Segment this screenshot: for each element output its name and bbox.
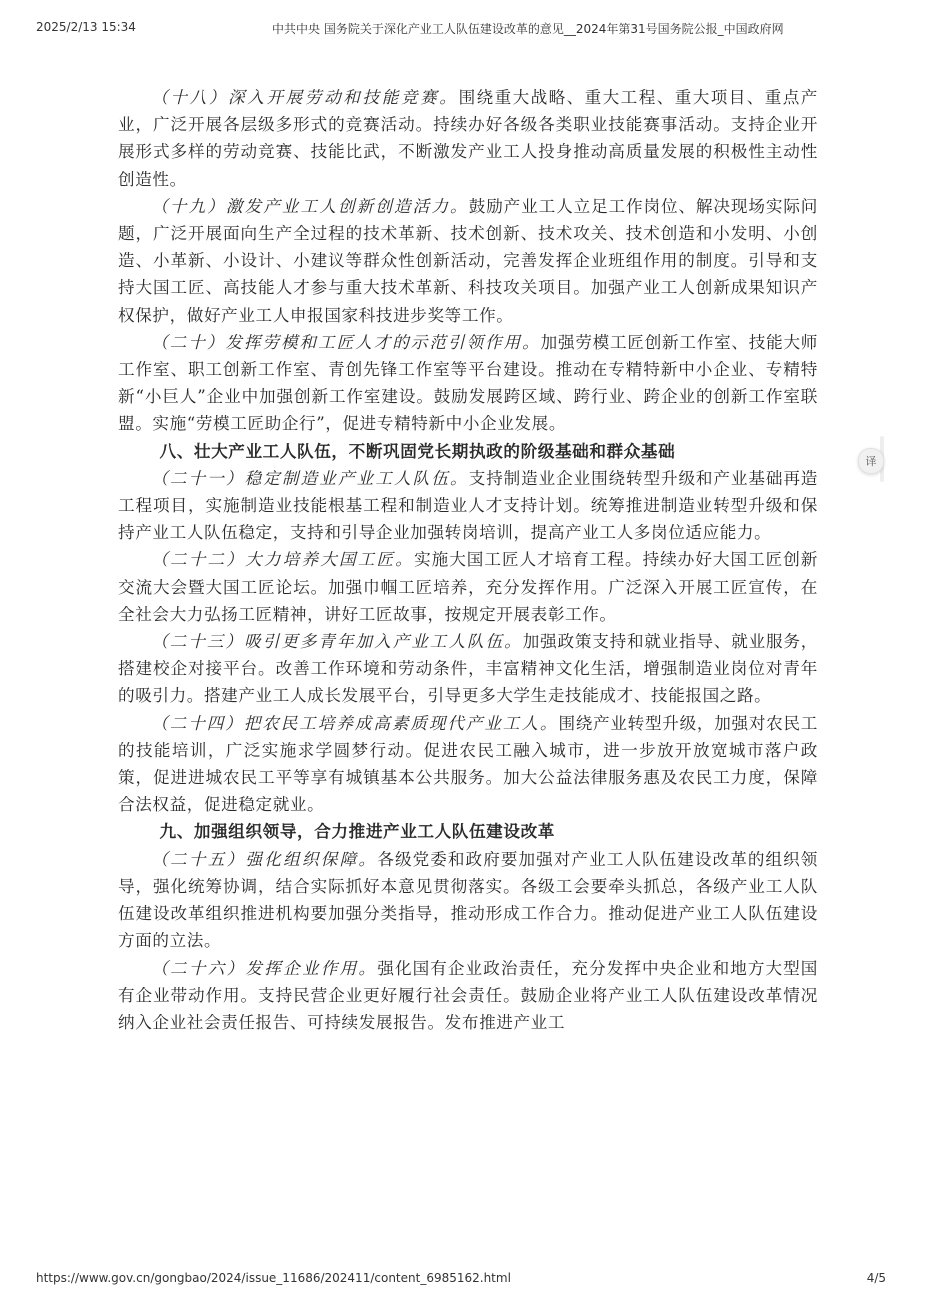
translate-icon: 译 [865,455,877,468]
paragraph-text: 各级党委和政府要加强对产业工人队伍建设改革的组织领导，强化统筹协调，结合实际抓好本意见贯彻落实。各级工会要牵头抓总，各级产业工人队伍建设改革组织推进机构要加强分类指导，推动形成工作合力。推动促进产业工人队伍建设方面的立法。 [118,849,818,951]
paragraph-text: 强化国有企业政治责任，充分发挥中央企业和地方大型国有企业带动作用。支持民营企业更好履行社会责任。鼓励企业将产业工人队伍建设改革情况纳入企业社会责任报告、可持续发展报告。发布推进产业工 [118,958,818,1032]
paragraph-text: 支持制造业企业围绕转型升级和产业基础再造工程项目，实施制造业技能根基工程和制造业人才支持计划。统筹推进制造业转型升级和保持产业工人队伍稳定，支持和引导企业加强转岗培训，提高产业工人多岗位适应能力。 [118,468,818,543]
paragraph-26 [118,955,818,1037]
section-heading-8: 八、壮大产业工人队伍，不断巩固党长期执政的阶级基础和群众基础 [159,440,676,461]
paragraph-text: 加强劳模工匠创新工作室、技能大师工作室、职工创新工作室、青创先锋工作室等平台建设。推动在专精特新中小企业、专精特新“小巨人”企业中加强创新工作室建设。鼓励发展跨区域、跨行业、跨企业的创新工作室联盟。实施“劳模工匠助企行”，促进专精特新中小企业发展。 [118,332,818,434]
paragraph-text: 加强政策支持和就业指导、就业服务，搭建校企对接平台。改善工作环境和劳动条件，丰富精神文化生活，增强制造业岗位对青年的吸引力。搭建产业工人成长发展平台，引导更多大学生走技能成才、技能报国之路。 [118,632,818,706]
page-url: https://www.gov.cn/gongbao/2024/issue_11686/202411/content_6985162.html [36,1271,511,1285]
paragraph-text: 围绕重大战略、重大工程、重大项目、重点产业，广泛开展各层级多形式的竞赛活动。持续办好各级各类职业技能赛事活动。支持企业开展形式多样的劳动竞赛、技能比武，不断激发产业工人投身推动高质量发展的积极性主动性创造性。 [118,88,818,189]
print-datetime: 2025/2/13 15:34 [36,20,136,34]
paragraph-18 [118,84,818,193]
paragraph-lead: （二十二）大力培养大国工匠。 [151,550,415,570]
paragraph-lead: （二十六）发挥企业作用。 [151,958,378,978]
paragraph-23 [118,628,818,710]
paragraph-24 [118,710,818,819]
article-body [118,84,818,1036]
paragraph-text: 围绕产业转型升级，加强对农民工的技能培训，广泛实施求学圆梦行动。促进农民工融入城市，进一步放开放宽城市落户政策，促进进城农民工平等享有城镇基本公共服务。加大公益法律服务惠及农民工力度，保障合法权益，促进稳定就业。 [118,713,818,815]
paragraph-lead: （二十一）稳定制造业产业工人队伍。 [151,468,469,488]
paragraph-21 [118,465,818,547]
paragraph-text: 实施大国工匠人才培育工程。持续办好大国工匠创新交流大会暨大国工匠论坛。加强巾帼工匠培养，充分发挥作用。广泛深入开展工匠宣传，在全社会大力弘扬工匠精神，讲好工匠故事，按规定开展表彰工作。 [118,550,818,624]
paragraph-19 [118,193,818,329]
paragraph-25 [118,846,818,955]
paragraph-20 [118,329,818,438]
paragraph-22 [118,546,818,628]
paragraph-lead: （二十四）把农民工培养成高素质现代产业工人。 [151,713,559,733]
page-number: 4/5 [866,1271,886,1285]
paragraph-text: 鼓励产业工人立足工作岗位、解决现场实际问题，广泛开展面向生产全过程的技术革新、技术创新、技术攻关、技术创造和小发明、小创造、小革新、小设计、小建议等群众性创新活动，完善发挥企业班组作用的制度。引导和支持大国工匠、高技能人才参与重大技术革新、科技攻关项目。加强产业工人创新成果知识产权保护，做好产业工人申报国家科技进步奖等工作。 [118,196,818,325]
paragraph-lead: （二十三）吸引更多青年加入产业工人队伍。 [151,632,523,652]
paragraph-lead: （二十）发挥劳模和工匠人才的示范引领作用。 [151,332,541,352]
paragraph-lead: （二十五）强化组织保障。 [151,849,378,869]
translate-button[interactable] [858,448,884,474]
paragraph-lead: （十九）激发产业工人创新创造活力。 [151,196,469,216]
section-heading-9: 九、加强组织领导，合力推进产业工人队伍建设改革 [159,821,555,842]
paragraph-lead: （十八）深入开展劳动和技能竞赛。 [151,88,459,107]
document-title: 中共中央 国务院关于深化产业工人队伍建设改革的意见__2024年第31号国务院公报_中国政府网 [272,22,784,36]
